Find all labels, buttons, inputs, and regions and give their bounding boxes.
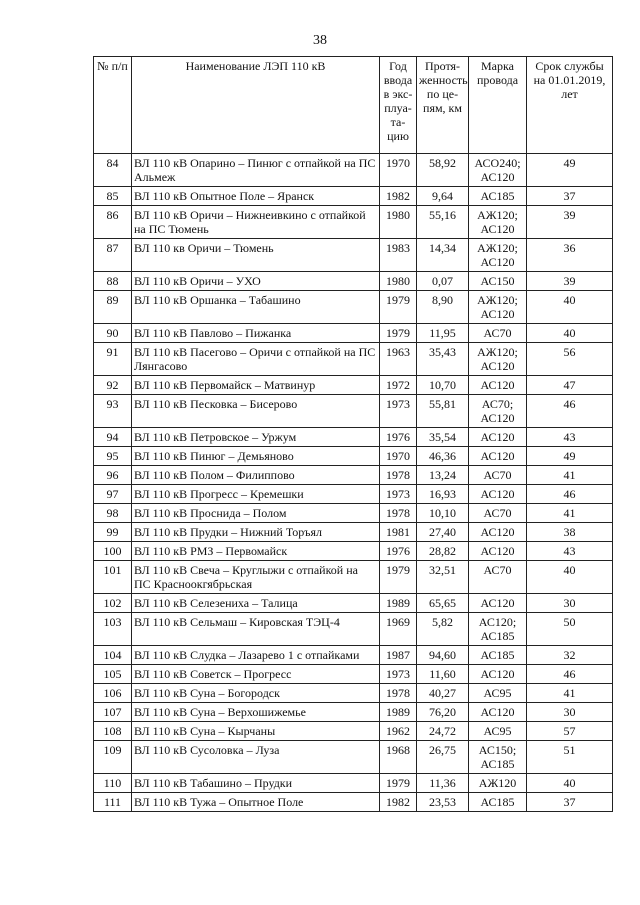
row-service-life: 46 — [527, 665, 613, 684]
row-length: 23,53 — [417, 793, 469, 812]
table-row — [94, 722, 613, 741]
row-length: 58,92 — [417, 154, 469, 187]
wire-brand: АС120 — [480, 170, 515, 184]
row-year: 1983 — [380, 239, 417, 272]
row-wire — [469, 684, 527, 703]
row-num: 106 — [94, 684, 132, 703]
wire-brand: АС120; — [478, 615, 517, 629]
row-year: 1978 — [380, 466, 417, 485]
row-service-life: 30 — [527, 594, 613, 613]
row-year: 1978 — [380, 504, 417, 523]
row-service-life: 43 — [527, 428, 613, 447]
row-num: 88 — [94, 272, 132, 291]
row-service-life: 30 — [527, 703, 613, 722]
wire-brand: АС120 — [480, 359, 515, 373]
row-length: 35,43 — [417, 343, 469, 376]
row-length: 28,82 — [417, 542, 469, 561]
wire-brand: АС120 — [480, 378, 515, 392]
wire-brand: АС70 — [483, 468, 512, 482]
row-year: 1980 — [380, 206, 417, 239]
wire-brand: АС70; — [481, 397, 514, 411]
row-wire — [469, 447, 527, 466]
row-num: 92 — [94, 376, 132, 395]
header-year: Год ввода в экс-плуа-та-цию — [380, 57, 417, 154]
row-service-life: 43 — [527, 542, 613, 561]
table-row — [94, 187, 613, 206]
row-wire — [469, 741, 527, 774]
row-year: 1972 — [380, 376, 417, 395]
row-wire — [469, 793, 527, 812]
wire-brand: АС150; — [478, 743, 517, 757]
row-length: 35,54 — [417, 428, 469, 447]
wire-brand: АС120 — [480, 667, 515, 681]
wire-brand: АС120 — [480, 525, 515, 539]
table-row — [94, 395, 613, 428]
row-wire — [469, 206, 527, 239]
wire-brand: АС185 — [480, 189, 515, 203]
row-name: ВЛ 110 кВ Табашино – Прудки — [132, 774, 380, 793]
row-length: 5,82 — [417, 613, 469, 646]
row-num: 100 — [94, 542, 132, 561]
header-num: № п/п — [94, 57, 132, 154]
row-name: ВЛ 110 кВ Прогресс – Кремешки — [132, 485, 380, 504]
row-length: 40,27 — [417, 684, 469, 703]
table-row — [94, 665, 613, 684]
row-service-life: 38 — [527, 523, 613, 542]
row-wire — [469, 291, 527, 324]
row-length: 46,36 — [417, 447, 469, 466]
table-row — [94, 376, 613, 395]
row-year: 1973 — [380, 485, 417, 504]
row-year: 1989 — [380, 703, 417, 722]
row-length: 24,72 — [417, 722, 469, 741]
row-name: ВЛ 110 кВ Слудка – Лазарево 1 с отпайками — [132, 646, 380, 665]
row-num: 84 — [94, 154, 132, 187]
row-wire — [469, 523, 527, 542]
row-length: 11,95 — [417, 324, 469, 343]
wire-brand: АС70 — [483, 506, 512, 520]
wire-brand: АСО240; — [474, 156, 521, 170]
row-name: ВЛ 110 кВ Прудки – Нижний Торъял — [132, 523, 380, 542]
row-length: 8,90 — [417, 291, 469, 324]
row-length: 65,65 — [417, 594, 469, 613]
table-row — [94, 447, 613, 466]
row-num: 103 — [94, 613, 132, 646]
table-row — [94, 741, 613, 774]
row-service-life: 41 — [527, 684, 613, 703]
row-wire — [469, 542, 527, 561]
row-year: 1978 — [380, 684, 417, 703]
row-length: 9,64 — [417, 187, 469, 206]
header-wire: Марка провода — [469, 57, 527, 154]
row-wire — [469, 703, 527, 722]
row-name: ВЛ 110 кВ Пасегово – Оричи с отпайкой на ПС Лянгасово — [132, 343, 380, 376]
row-num: 105 — [94, 665, 132, 684]
table-row — [94, 428, 613, 447]
row-service-life: 41 — [527, 504, 613, 523]
row-length: 10,10 — [417, 504, 469, 523]
table-body — [94, 154, 613, 812]
row-num: 86 — [94, 206, 132, 239]
wire-brand: АЖ120; — [477, 241, 518, 255]
table-row — [94, 466, 613, 485]
row-service-life: 37 — [527, 793, 613, 812]
row-service-life: 49 — [527, 154, 613, 187]
row-wire — [469, 504, 527, 523]
row-service-life: 41 — [527, 466, 613, 485]
row-service-life: 40 — [527, 291, 613, 324]
table-row — [94, 684, 613, 703]
row-wire — [469, 561, 527, 594]
row-year: 1963 — [380, 343, 417, 376]
table-header-row — [94, 57, 613, 154]
row-length: 14,34 — [417, 239, 469, 272]
row-length: 32,51 — [417, 561, 469, 594]
row-wire — [469, 324, 527, 343]
row-num: 110 — [94, 774, 132, 793]
row-year: 1968 — [380, 741, 417, 774]
row-name: ВЛ 110 кВ Проснида – Полом — [132, 504, 380, 523]
row-length: 11,60 — [417, 665, 469, 684]
table-row — [94, 485, 613, 504]
row-service-life: 39 — [527, 272, 613, 291]
row-num: 111 — [94, 793, 132, 812]
row-name: ВЛ 110 кВ Опытное Поле – Яранск — [132, 187, 380, 206]
row-num: 98 — [94, 504, 132, 523]
wire-brand: АС95 — [483, 724, 512, 738]
row-year: 1969 — [380, 613, 417, 646]
row-year: 1976 — [380, 428, 417, 447]
row-length: 55,16 — [417, 206, 469, 239]
row-year: 1982 — [380, 793, 417, 812]
row-wire — [469, 154, 527, 187]
row-num: 89 — [94, 291, 132, 324]
row-name: ВЛ 110 кВ РМЗ – Первомайск — [132, 542, 380, 561]
row-name: ВЛ 110 кВ Сусоловка – Луза — [132, 741, 380, 774]
header-name: Наименование ЛЭП 110 кВ — [132, 57, 380, 154]
row-wire — [469, 272, 527, 291]
row-service-life: 46 — [527, 485, 613, 504]
row-name: ВЛ 110 кВ Пинюг – Демьяново — [132, 447, 380, 466]
row-service-life: 40 — [527, 561, 613, 594]
row-year: 1979 — [380, 774, 417, 793]
row-num: 102 — [94, 594, 132, 613]
row-wire — [469, 239, 527, 272]
row-name: ВЛ 110 кв Оричи – Тюмень — [132, 239, 380, 272]
row-name: ВЛ 110 кВ Оршанка – Табашино — [132, 291, 380, 324]
row-year: 1973 — [380, 395, 417, 428]
row-num: 94 — [94, 428, 132, 447]
wire-brand: АС70 — [483, 326, 512, 340]
row-length: 10,70 — [417, 376, 469, 395]
row-name: ВЛ 110 кВ Свеча – Круглыжи с отпайкой на ПС Красноокгябрьская — [132, 561, 380, 594]
row-year: 1979 — [380, 561, 417, 594]
row-num: 91 — [94, 343, 132, 376]
row-service-life: 49 — [527, 447, 613, 466]
row-year: 1973 — [380, 665, 417, 684]
row-num: 101 — [94, 561, 132, 594]
row-num: 97 — [94, 485, 132, 504]
row-service-life: 51 — [527, 741, 613, 774]
row-name: ВЛ 110 кВ Оричи – УХО — [132, 272, 380, 291]
row-year: 1980 — [380, 272, 417, 291]
table-row — [94, 239, 613, 272]
header-life: Срок службы на 01.01.2019, лет — [527, 57, 613, 154]
table-row — [94, 542, 613, 561]
power-lines-table — [93, 56, 613, 812]
row-name: ВЛ 110 кВ Полом – Филиппово — [132, 466, 380, 485]
row-num: 96 — [94, 466, 132, 485]
wire-brand: АС95 — [483, 686, 512, 700]
row-length: 13,24 — [417, 466, 469, 485]
row-wire — [469, 376, 527, 395]
table-row — [94, 594, 613, 613]
wire-brand: АЖ120; — [477, 345, 518, 359]
row-length: 16,93 — [417, 485, 469, 504]
row-year: 1979 — [380, 291, 417, 324]
row-name: ВЛ 110 кВ Оричи – Нижнеивкино с отпайкой на ПС Тюмень — [132, 206, 380, 239]
row-service-life: 36 — [527, 239, 613, 272]
row-length: 76,20 — [417, 703, 469, 722]
row-wire — [469, 343, 527, 376]
row-name: ВЛ 110 кВ Тужа – Опытное Поле — [132, 793, 380, 812]
table-row — [94, 291, 613, 324]
row-wire — [469, 774, 527, 793]
wire-brand: АС120 — [480, 222, 515, 236]
row-name: ВЛ 110 кВ Павлово – Пижанка — [132, 324, 380, 343]
wire-brand: АС185 — [480, 629, 515, 643]
row-year: 1976 — [380, 542, 417, 561]
row-year: 1970 — [380, 154, 417, 187]
row-service-life: 32 — [527, 646, 613, 665]
row-num: 107 — [94, 703, 132, 722]
row-year: 1979 — [380, 324, 417, 343]
row-year: 1981 — [380, 523, 417, 542]
row-wire — [469, 722, 527, 741]
wire-brand: АС185 — [480, 757, 515, 771]
wire-brand: АС120 — [480, 255, 515, 269]
wire-brand: АС120 — [480, 544, 515, 558]
row-year: 1970 — [380, 447, 417, 466]
row-num: 90 — [94, 324, 132, 343]
wire-brand: АС120 — [480, 307, 515, 321]
row-wire — [469, 485, 527, 504]
row-service-life: 56 — [527, 343, 613, 376]
table-row — [94, 561, 613, 594]
wire-brand: АС185 — [480, 795, 515, 809]
row-service-life: 47 — [527, 376, 613, 395]
row-wire — [469, 466, 527, 485]
header-length: Протя-женность по це-пям, км — [417, 57, 469, 154]
wire-brand: АС120 — [480, 596, 515, 610]
row-num: 104 — [94, 646, 132, 665]
row-service-life: 57 — [527, 722, 613, 741]
row-year: 1982 — [380, 187, 417, 206]
row-wire — [469, 428, 527, 447]
row-length: 26,75 — [417, 741, 469, 774]
wire-brand: АС185 — [480, 648, 515, 662]
table-row — [94, 154, 613, 187]
table-row — [94, 523, 613, 542]
row-year: 1989 — [380, 594, 417, 613]
row-name: ВЛ 110 кВ Суна – Кырчаны — [132, 722, 380, 741]
table-row — [94, 793, 613, 812]
row-year: 1962 — [380, 722, 417, 741]
row-num: 109 — [94, 741, 132, 774]
wire-brand: АС120 — [480, 411, 515, 425]
row-wire — [469, 646, 527, 665]
row-name: ВЛ 110 кВ Петровское – Уржум — [132, 428, 380, 447]
wire-brand: АЖ120; — [477, 208, 518, 222]
row-num: 85 — [94, 187, 132, 206]
row-name: ВЛ 110 кВ Опарино – Пинюг с отпайкой на ПС Альмеж — [132, 154, 380, 187]
row-service-life: 40 — [527, 324, 613, 343]
row-num: 93 — [94, 395, 132, 428]
row-name: ВЛ 110 кВ Селезениха – Талица — [132, 594, 380, 613]
row-wire — [469, 613, 527, 646]
wire-brand: АЖ120; — [477, 293, 518, 307]
row-service-life: 46 — [527, 395, 613, 428]
row-service-life: 37 — [527, 187, 613, 206]
wire-brand: АС120 — [480, 449, 515, 463]
row-service-life: 50 — [527, 613, 613, 646]
row-wire — [469, 395, 527, 428]
row-service-life: 40 — [527, 774, 613, 793]
wire-brand: АС120 — [480, 487, 515, 501]
table-row — [94, 343, 613, 376]
table-row — [94, 646, 613, 665]
wire-brand: АС70 — [483, 563, 512, 577]
row-length: 55,81 — [417, 395, 469, 428]
row-length: 94,60 — [417, 646, 469, 665]
table-row — [94, 613, 613, 646]
row-length: 11,36 — [417, 774, 469, 793]
row-service-life: 39 — [527, 206, 613, 239]
row-num: 99 — [94, 523, 132, 542]
row-name: ВЛ 110 кВ Первомайск – Матвинур — [132, 376, 380, 395]
row-name: ВЛ 110 кВ Песковка – Бисерово — [132, 395, 380, 428]
table-row — [94, 774, 613, 793]
row-wire — [469, 665, 527, 684]
wire-brand: АС150 — [480, 274, 515, 288]
row-name: ВЛ 110 кВ Советск – Прогресс — [132, 665, 380, 684]
row-num: 108 — [94, 722, 132, 741]
table-row — [94, 703, 613, 722]
page-number: 38 — [313, 33, 327, 48]
row-year: 1987 — [380, 646, 417, 665]
wire-brand: АС120 — [480, 430, 515, 444]
wire-brand: АЖ120 — [478, 776, 517, 790]
row-wire — [469, 187, 527, 206]
table-row — [94, 324, 613, 343]
row-num: 87 — [94, 239, 132, 272]
wire-brand: АС120 — [480, 705, 515, 719]
row-num: 95 — [94, 447, 132, 466]
table-row — [94, 206, 613, 239]
table-row — [94, 272, 613, 291]
row-name: ВЛ 110 кВ Суна – Богородск — [132, 684, 380, 703]
row-name: ВЛ 110 кВ Сельмаш – Кировская ТЭЦ-4 — [132, 613, 380, 646]
row-length: 0,07 — [417, 272, 469, 291]
row-wire — [469, 594, 527, 613]
row-name: ВЛ 110 кВ Суна – Верхошижемье — [132, 703, 380, 722]
row-length: 27,40 — [417, 523, 469, 542]
table-row — [94, 504, 613, 523]
